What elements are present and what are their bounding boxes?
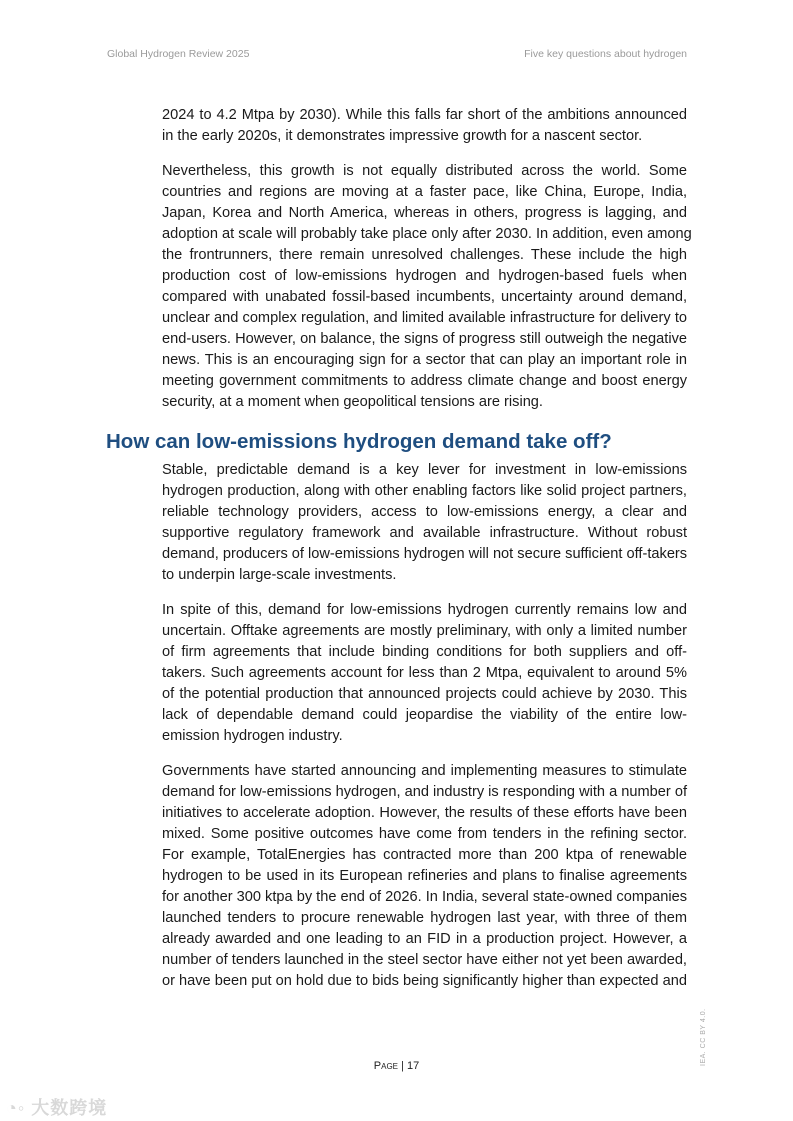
section-demand — [162, 460, 687, 992]
text-line: news. This is an encouraging sign for a sector that can play an important role in — [162, 352, 687, 368]
text-line: for another 300 ktpa by the end of 2026. In India, several state-owned companies — [162, 889, 687, 905]
text-line: meeting government commitments to address climate change and boost energy — [162, 373, 687, 389]
text-line: supportive regulatory framework and available infrastructure. Without robust — [162, 525, 687, 541]
text-line: In spite of this, demand for low-emissions hydrogen currently remains low and — [162, 602, 687, 618]
text-line: demand, producers of low-emissions hydrogen will not secure sufficient off-takers — [162, 546, 688, 562]
text-line: initiatives to accelerate adoption. However, the results of these efforts have been — [162, 805, 687, 821]
running-header-title: Global Hydrogen Review 2025 — [107, 48, 250, 60]
paragraph — [162, 600, 687, 747]
text-line: hydrogen to be used in its European refineries and plans to finalise agreements — [162, 868, 687, 884]
text-line: launched tenders to procure renewable hydrogen last year, with three of them — [162, 910, 687, 926]
text-line: hydrogen production, along with other enabling factors like solid project partners, — [162, 483, 687, 499]
text-line: of firm agreements that include binding conditions for both suppliers and off- — [162, 644, 687, 660]
page-label: Page — [373, 1060, 398, 1072]
text-line: end-users. However, on balance, the signs of progress still outweigh the negative — [162, 331, 687, 347]
text-line: reliable technology providers, access to low-emissions energy, a clear and — [162, 504, 687, 520]
page-separator: | — [398, 1060, 407, 1072]
text-line: emission hydrogen industry. — [162, 728, 343, 744]
text-line: production cost of low-emissions hydrogen and hydrogen-based fuels when — [162, 268, 687, 284]
text-line: demand for low-emissions hydrogen, and industry is responding with a number of — [162, 784, 687, 800]
paragraph — [162, 460, 687, 586]
text-line: already awarded and one leading to an FID in a production project. However, a — [162, 931, 687, 947]
page-body — [106, 105, 692, 1006]
paragraph — [162, 105, 687, 147]
text-line: Governments have started announcing and implementing measures to stimulate — [162, 763, 687, 779]
text-line: compared with unabated fossil-based incumbents, uncertainty around demand, — [162, 289, 687, 305]
text-line: of the potential production that announced projects could achieve by 2030. This — [162, 686, 687, 702]
text-line: Stable, predictable demand is a key lever for investment in low-emissions — [162, 462, 687, 478]
text-line: Nevertheless, this growth is not equally distributed across the world. Some — [162, 163, 687, 179]
text-line: lack of dependable demand could jeopardise the viability of the entire low- — [162, 707, 687, 723]
text-line: For example, TotalEnergies has contracted more than 200 ktpa of renewable — [162, 847, 687, 863]
text-line: number of tenders launched in the steel sector have either not yet been awarded, — [162, 952, 687, 968]
text-line: mixed. Some positive outcomes have come from tenders in the refining sector. — [162, 826, 687, 842]
text-line: unclear and complex regulation, and limited available infrastructure for delivery to — [162, 310, 687, 326]
text-line: countries and regions are moving at a faster pace, like China, Europe, India, — [162, 184, 687, 200]
text-line: the frontrunners, there remain unresolved challenges. These include the high — [162, 247, 687, 263]
page-footer — [0, 1060, 793, 1072]
page-number: 17 — [406, 1060, 420, 1072]
text-line: takers. Such agreements account for less than 2 Mtpa, equivalent to around 5% — [162, 665, 687, 681]
text-line: Japan, Korea and North America, whereas in others, progress is lagging, and — [162, 205, 687, 221]
text-line: 2024 to 4.2 Mtpa by 2030). While this falls far short of the ambitions announced — [162, 107, 687, 123]
text-line: security, at a moment when geopolitical tensions are rising. — [162, 394, 543, 410]
paragraph — [162, 161, 692, 413]
running-header-chapter: Five key questions about hydrogen — [524, 48, 687, 60]
text-line: adoption at scale will probably take place only after 2030. In addition, even among — [162, 226, 692, 242]
watermark-logo: ◔◦ 大数跨境 — [6, 1098, 108, 1118]
text-line: to underpin large-scale investments. — [162, 567, 397, 583]
paragraph — [162, 761, 687, 992]
section-intro — [162, 105, 692, 413]
text-line: or have been put on hold due to bids being significantly higher than expected and — [162, 973, 687, 989]
text-line: uncertain. Offtake agreements are mostly preliminary, with only a limited number — [162, 623, 687, 639]
section-heading: How can low-emissions hydrogen demand take off? — [106, 430, 612, 453]
license-note: IEA. CC BY 4.0. — [700, 1008, 707, 1066]
text-line: in the early 2020s, it demonstrates impressive growth for a nascent sector. — [162, 128, 643, 144]
